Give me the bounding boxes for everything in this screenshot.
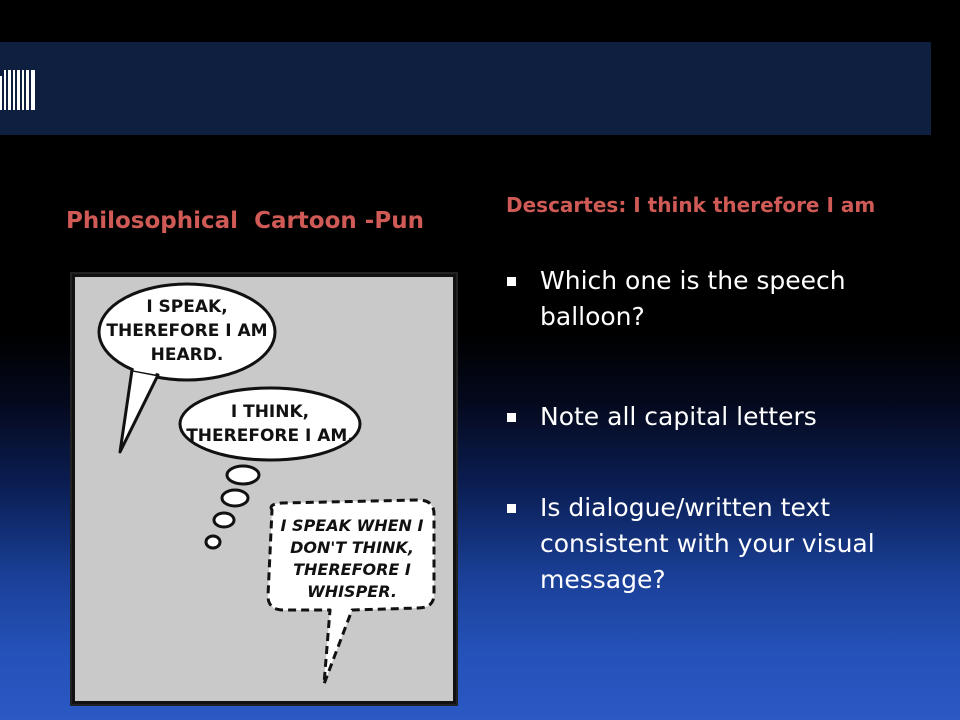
square-bullet-icon — [507, 277, 516, 286]
stripes-decoration — [0, 70, 36, 110]
whisper-line-1: I SPEAK WHEN I — [280, 516, 424, 535]
thought-line-2: THEREFORE I AM. — [186, 426, 354, 446]
whisper-line-4: WHISPER. — [307, 582, 397, 601]
bullet-list — [505, 263, 925, 598]
whisper-balloon — [268, 500, 434, 684]
bullet-text: Which one is the speech balloon? — [540, 266, 846, 331]
speech-line-2: THEREFORE I AM — [106, 321, 268, 341]
bullet-text: Is dialogue/written text consistent with your visual message? — [540, 493, 875, 594]
bullet-item — [505, 263, 925, 335]
title-bar — [0, 42, 931, 135]
bullet-item — [505, 490, 925, 598]
speech-line-1: I SPEAK, — [146, 297, 228, 317]
whisper-line-2: DON'T THINK, — [290, 538, 414, 557]
cartoon-image — [72, 274, 456, 704]
bullet-item — [505, 399, 925, 435]
heading-right: Descartes: I think therefore I am — [506, 193, 876, 217]
speech-line-3: HEARD. — [150, 345, 224, 365]
bullet-text: Note all capital letters — [540, 402, 817, 431]
whisper-line-3: THEREFORE I — [293, 560, 411, 579]
thought-line-1: I THINK, — [230, 402, 310, 422]
square-bullet-icon — [507, 413, 516, 422]
square-bullet-icon — [507, 504, 516, 513]
heading-left: Philosophical Cartoon -Pun — [66, 208, 424, 234]
